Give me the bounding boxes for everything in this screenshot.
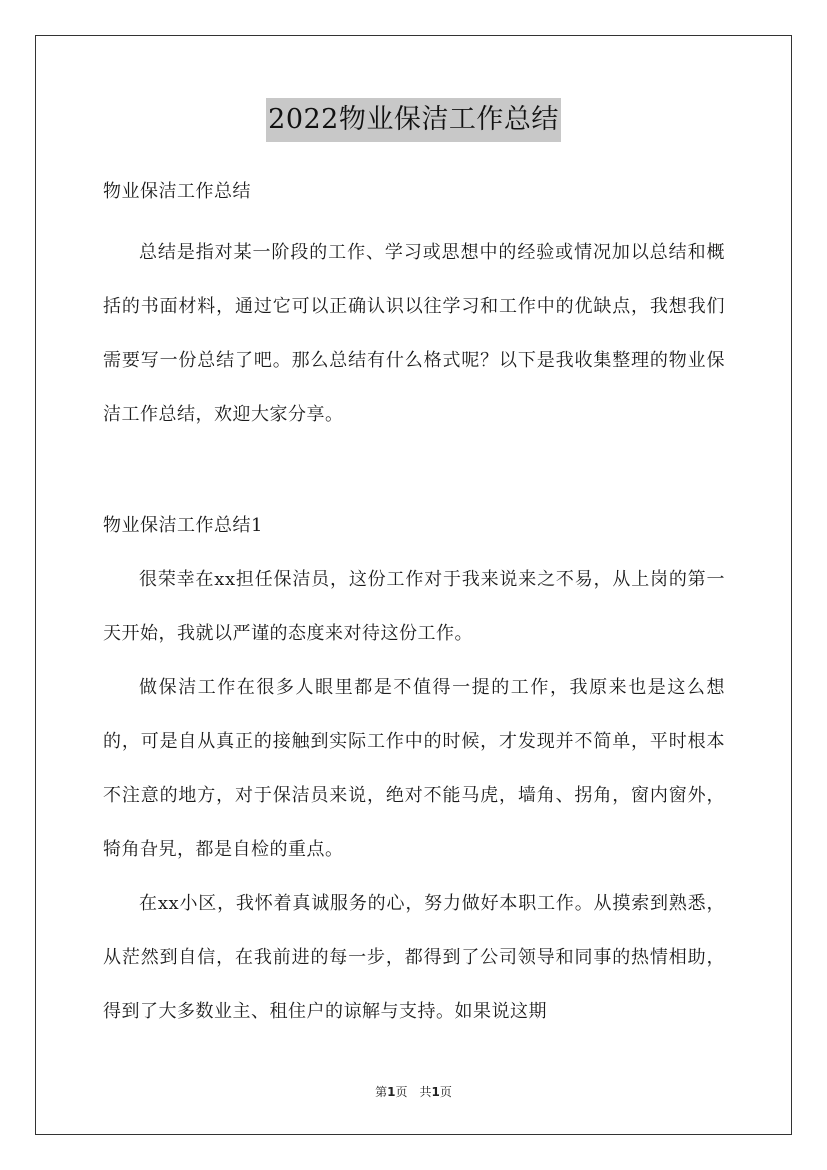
- document-title: 2022物业保洁工作总结: [266, 98, 561, 142]
- footer-page-prefix: 第: [375, 1085, 388, 1099]
- footer-page-number: 1: [387, 1085, 396, 1099]
- section-heading: 物业保洁工作总结1: [103, 515, 263, 536]
- footer-page-suffix: 页: [439, 1085, 452, 1099]
- title-container: [0, 98, 827, 142]
- body-paragraph: 做保洁工作在很多人眼里都是不值得一提的工作，我原来也是这么想的，可是自从真正的接触到实际工作中的时候，才发现并不简单，平时根本不注意的地方，对于保洁员来说，绝对不能马虎，墙角、拐角，窗内窗外，犄角旮旯，都是自检的重点。: [103, 677, 725, 860]
- footer-page-total: 1: [431, 1085, 440, 1099]
- page-footer: [0, 1083, 827, 1100]
- document-subtitle: 物业保洁工作总结: [103, 181, 251, 202]
- intro-paragraph: 总结是指对某一阶段的工作、学习或思想中的经验或情况加以总结和概括的书面材料，通过它可以正确认识以往学习和工作中的优缺点，我想我们需要写一份总结了吧。那么总结有什么格式呢？以下是我收集整理的物业保洁工作总结，欢迎大家分享。: [103, 242, 725, 425]
- document-body: [103, 172, 725, 1039]
- spacer: [103, 212, 725, 226]
- footer-page-mid: 页 共: [395, 1085, 432, 1099]
- body-paragraph: 在xx小区，我怀着真诚服务的心，努力做好本职工作。从摸索到熟悉，从茫然到自信，在我前进的每一步，都得到了公司领导和同事的热情相助，得到了大多数业主、租住户的谅解与支持。如果说这期: [103, 893, 725, 1022]
- spacer: [103, 442, 725, 506]
- body-paragraph: 很荣幸在xx担任保洁员，这份工作对于我来说来之不易，从上岗的第一天开始，我就以严谨的态度来对待这份工作。: [103, 569, 725, 644]
